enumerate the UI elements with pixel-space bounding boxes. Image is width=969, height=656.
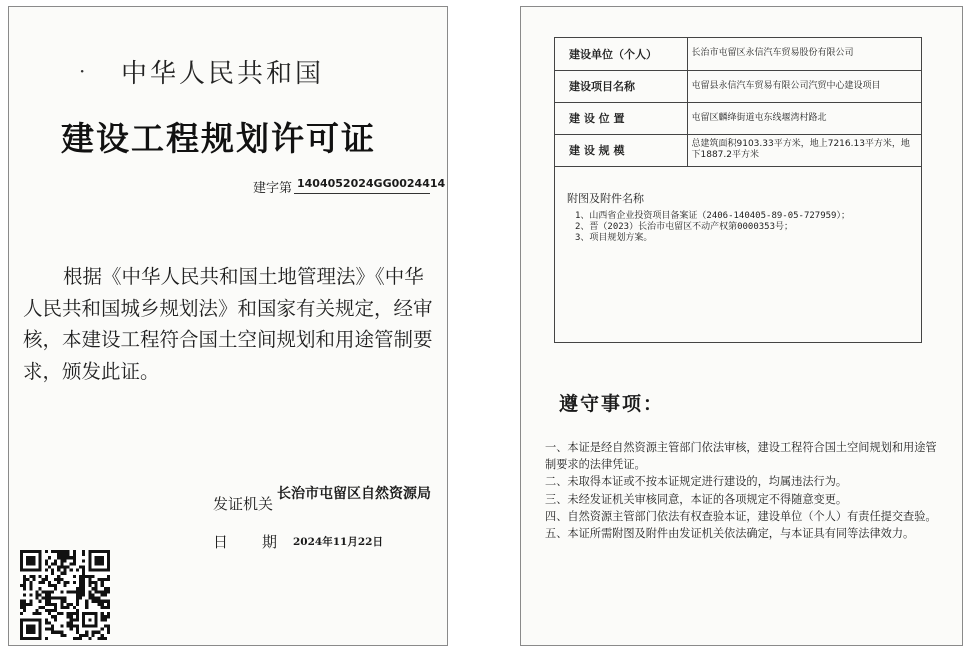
date-label-char-1: 日	[213, 533, 229, 551]
attachments-list	[575, 211, 915, 244]
certificate-number: 1404052024GG0024414	[297, 177, 446, 190]
attachment-item: 2、晋（2023）长治市屯留区不动产权第0000353号；	[575, 222, 794, 232]
rule-item: 一、本证是经自然资源主管部门依法审核，建设工程符合国土空间规划和用途管制要求的法律凭证。	[545, 441, 937, 472]
rule-item: 四、自然资源主管部门依法有权查验本证，建设单位（个人）有责任提交查验。	[545, 509, 937, 523]
rule-item: 二、未取得本证或不按本证规定进行建设的，均属违法行为。	[545, 475, 848, 489]
issuer-name: 长治市屯留区自然资源局	[277, 486, 431, 502]
location-label: 建 设 位 置	[555, 102, 687, 134]
scale-value: 总建筑面积9103.33平方米，地上7216.13平方米，地下1887.2平方米	[687, 134, 921, 166]
date-label-char-2: 期	[262, 533, 278, 551]
issuer-label: 发证机关	[213, 495, 274, 513]
table-row	[555, 38, 921, 70]
rules-title: 遵守事项：	[559, 393, 665, 415]
attachment-item: 3、项目规划方案。	[575, 233, 653, 243]
table-row	[555, 134, 921, 166]
rule-item: 五、本证所需附图及附件由发证机关依法确定，与本证具有同等法律效力。	[545, 527, 915, 541]
project-info-table	[554, 37, 922, 343]
qr-code-icon[interactable]	[20, 550, 110, 640]
attachment-item: 1、山西省企业投资项目备案证（2406-140405-89-05-727959）；	[575, 211, 850, 221]
certificate-detail-page	[520, 6, 963, 646]
certificate-title: 建设工程规划许可证	[61, 119, 376, 158]
attachments-title: 附图及附件名称	[567, 192, 644, 205]
table-row	[555, 102, 921, 134]
country-name: 中华人民共和国	[121, 59, 325, 89]
rules-list	[545, 439, 941, 542]
project-name-value: 屯留县永信汽车贸易有限公司汽贸中心建设项目	[687, 70, 921, 102]
decorative-dot: ·	[79, 59, 86, 83]
issue-date: 2024年11月22日	[293, 536, 383, 548]
certificate-number-underline	[294, 193, 430, 194]
rule-item: 三、未经发证机关审核同意，本证的各项规定不得随意变更。	[545, 492, 848, 506]
date-label	[213, 531, 277, 552]
scale-label: 建 设 规 模	[555, 134, 687, 166]
certificate-body-text: 根据《中华人民共和国土地管理法》《中华人民共和国城乡规划法》和国家有关规定，经审核，本建设工程符合国土空间规划和用途管制要求，颁发此证。	[23, 265, 433, 383]
construction-unit-value: 长治市屯留区永信汽车贸易股份有限公司	[687, 38, 921, 70]
location-value: 屯留区麟绛街道屯东线堰湾村路北	[687, 102, 921, 134]
construction-unit-label: 建设单位（个人）	[555, 38, 687, 70]
certificate-number-label: 建字第	[253, 181, 293, 196]
project-name-label: 建设项目名称	[555, 70, 687, 102]
certificate-cover-page	[8, 6, 448, 646]
table-row	[555, 70, 921, 102]
